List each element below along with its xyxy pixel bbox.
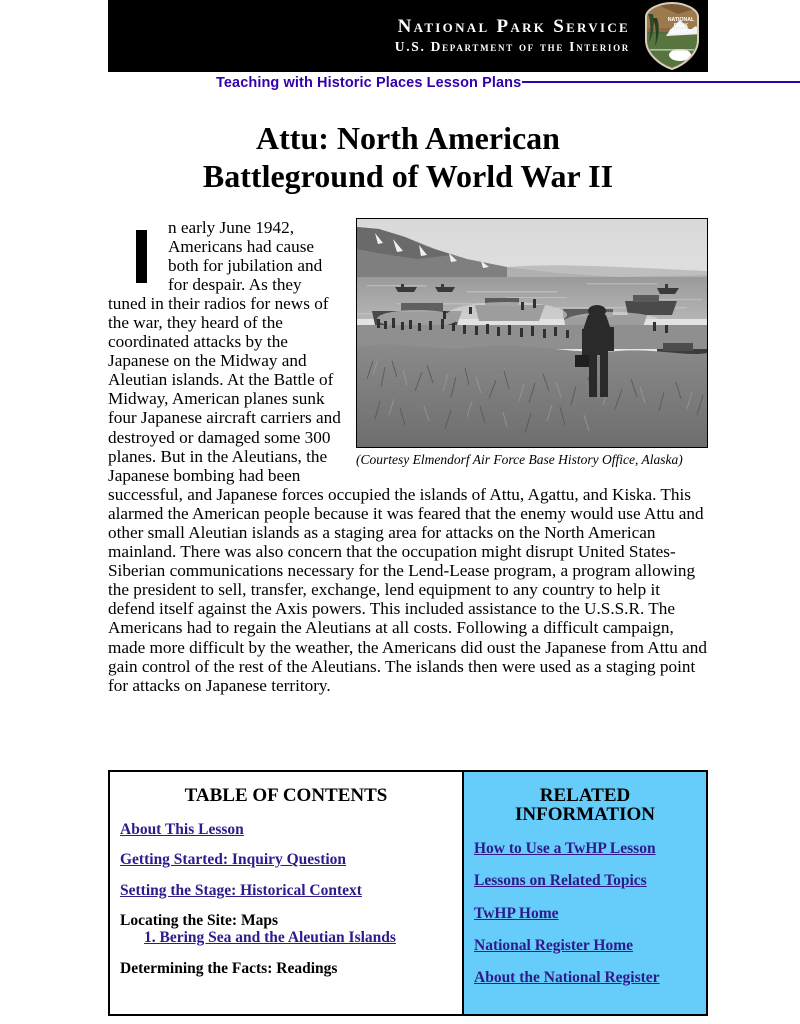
related-heading-line-1: RELATED: [539, 784, 631, 806]
toc-item-bering-sea-map[interactable]: 1. Bering Sea and the Aleutian Islands: [144, 929, 396, 947]
svg-text:PARK: PARK: [673, 23, 689, 29]
toc-item-setting-the-stage[interactable]: Setting the Stage: Historical Context: [120, 881, 362, 899]
table-of-contents-panel: [110, 772, 462, 1014]
svg-text:SERVICE: SERVICE: [669, 29, 693, 35]
related-item-twhp-home[interactable]: TwHP Home: [474, 904, 559, 922]
toc-group-label: Locating the Site: Maps: [120, 911, 279, 929]
article-paragraph: n early June 1942, Americans had cause both for jubilation and for despair. As they tuned in their radios for news of the war, they heard of the coordinated attacks by the Japanese on the Midway and Aleutian islands. At the Battle of Midway, American planes sunk four Japanese aircraft carriers and destroyed or damaged some 300 planes. But in the Aleutians, the Japanese bombing had been successful, and Japanese forces occupied the islands of Attu, Agattu, and Kiska. This alarmed the American people because it was feared that the enemy would use Attu and other small Aleutian islands as a staging area for attacks on the North American mainland. There was also concern that the occupation might disrupt United States-Siberian communications necessary for the Lend-Lease program, a program allowing the president to sell, transfer, exchange, lend equipment to any country to help it defend itself against the Axis powers. This included assistance to the U.S.S.R. The Americans had to regain the Aleutians at all costs. Following a difficult campaign, made more difficult by the weather, the Americans did oust the Japanese from Attu and gain control of the rest of the Aleutians. The islands then were used as a staging point for attacks on Japanese territory.: [108, 217, 707, 695]
toc-item-determining-the-facts: Determining the Facts: Readings: [120, 959, 338, 977]
bottom-panels: [108, 770, 708, 1016]
nps-banner: [108, 0, 708, 72]
photo-caption: (Courtesy Elmendorf Air Force Base History Office, Alaska): [356, 451, 683, 467]
related-item-lessons-on-related-topics[interactable]: Lessons on Related Topics: [474, 872, 647, 890]
related-heading-line-2: INFORMATION: [514, 803, 656, 825]
nps-arrowhead-icon[interactable]: [640, 2, 704, 70]
related-item-about-the-national-register[interactable]: About the National Register: [474, 969, 660, 987]
nps-banner-titles: [395, 16, 640, 56]
page-title: [108, 120, 708, 196]
agency-department: U.S. Department of the Interior: [394, 39, 630, 55]
related-information-heading: [474, 786, 696, 824]
svg-text:NATIONAL: NATIONAL: [667, 17, 695, 23]
twhp-subtitle-bar: [216, 72, 800, 94]
drop-cap-letter: [108, 218, 168, 290]
page-title-line-1: Attu: North American: [256, 120, 560, 156]
article-body: [108, 218, 708, 695]
historic-photo: [356, 218, 708, 448]
toc-item-about-this-lesson[interactable]: About This Lesson: [120, 820, 244, 838]
page-title-line-2: Battleground of World War II: [202, 157, 614, 194]
agency-name: National Park Service: [397, 16, 630, 38]
twhp-subtitle-text: Teaching with Historic Places Lesson Plans: [216, 75, 522, 91]
toc-group-locating-the-site: [120, 912, 452, 947]
toc-item-getting-started[interactable]: Getting Started: Inquiry Question: [120, 851, 347, 869]
toc-heading: TABLE OF CONTENTS: [184, 784, 388, 806]
related-item-how-to-use-twhp-lesson[interactable]: How to Use a TwHP Lesson: [474, 839, 656, 857]
site-header: [108, 0, 708, 94]
article-figure: [356, 218, 708, 467]
twhp-rule-divider: [522, 81, 800, 83]
related-item-national-register-home[interactable]: National Register Home: [474, 936, 633, 954]
related-information-panel: [462, 772, 706, 1014]
drop-cap-glyph: [136, 230, 147, 283]
